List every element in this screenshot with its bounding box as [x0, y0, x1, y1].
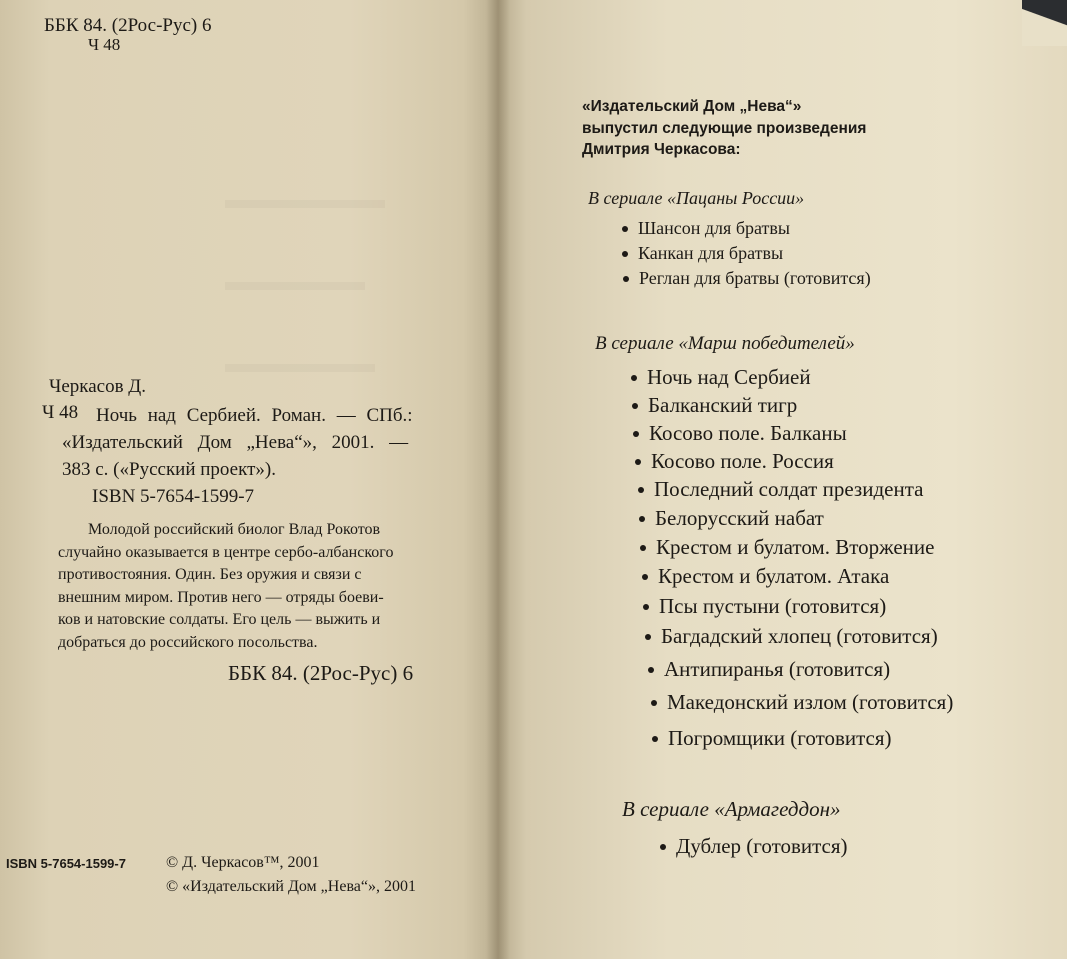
series-label-armageddon: В сериале «Армагеддон»	[622, 797, 841, 821]
series-item: Ночь над Сербией	[631, 365, 811, 390]
series-item: Погромщики (готовится)	[652, 726, 892, 751]
series-item: Дублер (готовится)	[660, 834, 848, 859]
biblio-line-title: Ночь над Сербией. Роман. — СПб.:	[96, 405, 413, 426]
bibliographic-description	[62, 402, 452, 510]
series-item: Македонский излом (готовится)	[651, 690, 953, 715]
series-item: Косово поле. Балканы	[633, 421, 847, 446]
annotation-line: добраться до российского посольства.	[58, 633, 318, 651]
show-through-title-illustration	[225, 140, 385, 372]
bbk-classification-top: ББК 84. (2Рос-Рус) 6	[44, 15, 212, 36]
series-item: Крестом и булатом. Вторжение	[640, 535, 934, 560]
series-item: Реглан для братвы (готовится)	[623, 268, 871, 289]
series-item: Багдадский хлопец (готовится)	[645, 624, 938, 649]
biblio-line-isbn: ISBN 5-7654-1599-7	[92, 486, 255, 507]
series-item: Балканский тигр	[632, 393, 797, 418]
annotation-line: ков и натовские солдаты. Его цель — выжить и	[58, 611, 381, 628]
series-label-marsh-pobediteley: В сериале «Марш победителей»	[595, 333, 855, 354]
series-item: Белорусский набат	[639, 506, 824, 531]
series-item: Псы пустыни (готовится)	[643, 594, 886, 619]
biblio-line-pages: 383 с. («Русский проект»).	[62, 459, 276, 480]
book-gutter	[486, 0, 510, 959]
series-item: Косово поле. Россия	[635, 449, 834, 474]
annotation-line: Молодой российский биолог Влад Рокотов	[88, 521, 381, 538]
book-annotation	[58, 519, 448, 654]
series-item: Шансон для братвы	[622, 218, 790, 239]
biblio-line-publisher: «Издательский Дом „Нева“», 2001. —	[62, 432, 409, 453]
bbk-classification-bottom: ББК 84. (2Рос-Рус) 6	[228, 661, 414, 685]
author-code-top: Ч 48	[88, 35, 121, 54]
heading-line: выпустил следующие произведения	[582, 119, 867, 137]
heading-line: «Издательский Дом „Нева“»	[582, 98, 802, 115]
catalog-author: Черкасов Д.	[49, 376, 147, 397]
series-item: Последний солдат президента	[638, 477, 923, 502]
publisher-heading	[582, 96, 866, 161]
annotation-line: случайно оказывается в центре сербо-албанского	[58, 543, 394, 561]
copyright-publisher: © «Издательский Дом „Нева“», 2001	[166, 878, 416, 895]
copyright-author: © Д. Черкасов™, 2001	[166, 854, 320, 871]
annotation-line: внешним миром. Против него — отряды боеви-	[58, 588, 384, 606]
series-item: Канкан для братвы	[622, 243, 783, 264]
isbn-footer: ISBN 5-7654-1599-7	[6, 856, 126, 871]
series-item: Крестом и булатом. Атака	[642, 564, 889, 589]
annotation-line: противостояния. Один. Без оружия и связи с	[58, 566, 362, 583]
background-corner	[1022, 0, 1067, 46]
series-label-patsany-rossii: В сериале «Пацаны России»	[588, 188, 805, 208]
series-item: Антипиранья (готовится)	[648, 657, 890, 682]
author-code-catalog: Ч 48	[42, 402, 79, 423]
heading-line: Дмитрия Черкасова:	[582, 141, 741, 158]
